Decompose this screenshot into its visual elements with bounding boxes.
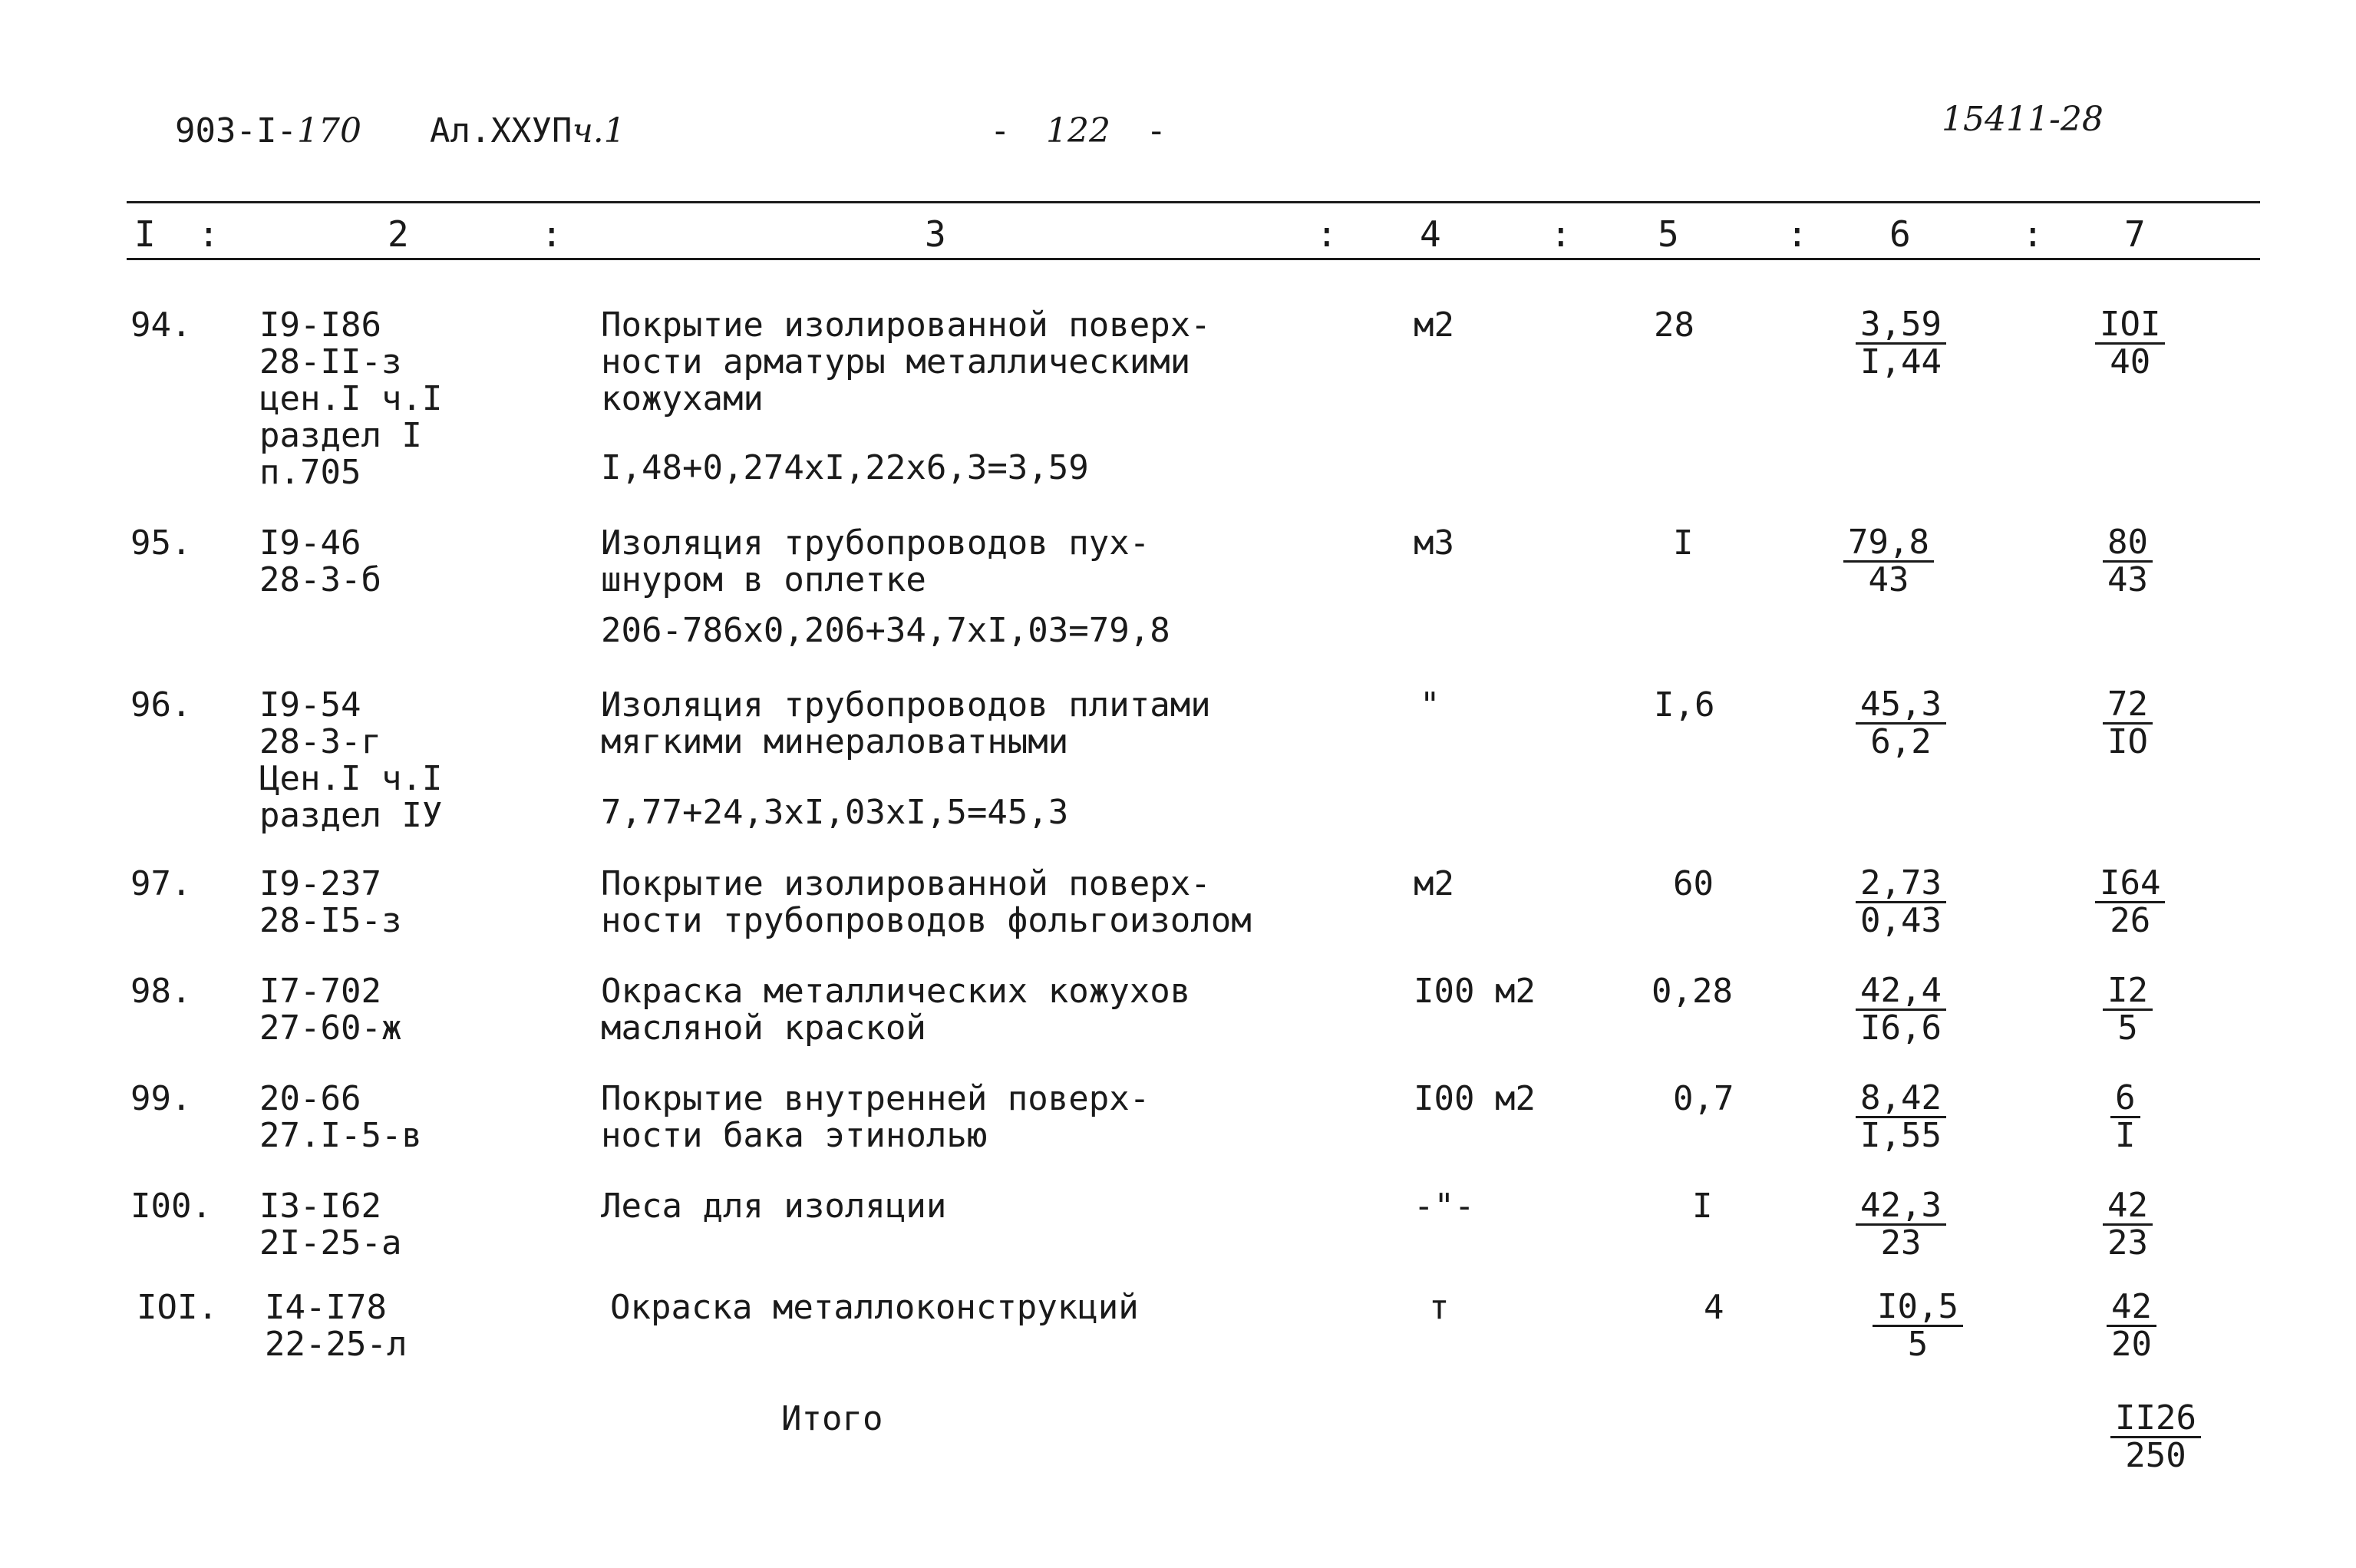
column-header-2: 2 xyxy=(388,213,409,255)
column-separator: : xyxy=(1550,213,1572,255)
rate-code: I9-I86 28-II-з цен.I ч.I раздел I п.705 xyxy=(259,305,443,492)
total-cost: $\frac{42}{23}$ xyxy=(2103,1188,2153,1261)
work-description: Изоляция трубопроводов пух- шнуром в оплетке xyxy=(601,523,1150,599)
unit: I00 м2 xyxy=(1414,972,1536,1011)
total-cost: $\frac{I2}{5}$ xyxy=(2103,973,2153,1046)
calculation-formula: 206-786x0,206+34,7xI,03=79,8 xyxy=(601,611,1170,650)
unit: м2 xyxy=(1414,864,1454,903)
unit-price: $\frac{45,3}{6,2}$ xyxy=(1856,687,1946,760)
column-header-3: 3 xyxy=(925,213,946,255)
document-code-typed: 903-I- xyxy=(175,111,297,150)
column-header-4: 4 xyxy=(1420,213,1441,255)
unit: -"- xyxy=(1414,1187,1475,1226)
row-number: I00. xyxy=(130,1187,212,1226)
document-code-handwritten: 170 xyxy=(296,111,361,150)
total-cost: IOI 40 xyxy=(2095,307,2165,380)
column-separator: : xyxy=(198,213,219,255)
quantity: I xyxy=(1692,1187,1713,1226)
row-number: 99. xyxy=(130,1079,192,1118)
unit-price: $\frac{8,42}{I,55}$ xyxy=(1856,1081,1946,1154)
row-number: 96. xyxy=(130,685,192,725)
total-cost: $\frac{I64}{26}$ xyxy=(2095,866,2165,939)
rate-code: I7-702 27-60-ж xyxy=(259,972,402,1048)
column-header-5: 5 xyxy=(1658,213,1679,255)
quantity: I,6 xyxy=(1654,685,1715,725)
column-header-7: 7 xyxy=(2124,213,2146,255)
rate-code: I9-237 28-I5-з xyxy=(259,864,402,940)
column-separator: : xyxy=(1316,213,1338,255)
table-top-rule xyxy=(127,201,2260,203)
table-header-rule xyxy=(127,258,2260,260)
column-separator: : xyxy=(2022,213,2044,255)
rate-code: I3-I62 2I-25-а xyxy=(259,1187,402,1263)
album-label xyxy=(430,111,625,150)
total-cost: $\frac{80}{43}$ xyxy=(2103,525,2153,598)
row-number: 95. xyxy=(130,523,192,563)
album-label-handwritten: ч.1 xyxy=(572,111,625,150)
unit: м3 xyxy=(1414,523,1454,563)
unit-price: $\frac{79,8}{43}$ xyxy=(1843,525,1934,598)
quantity: 4 xyxy=(1704,1288,1724,1327)
quantity: 60 xyxy=(1673,864,1714,903)
work-description: Покрытие внутренней поверх- ности бака этинолью xyxy=(601,1079,1150,1155)
column-header-1: I xyxy=(134,213,156,255)
work-description: Леса для изоляции xyxy=(601,1187,947,1226)
document-code xyxy=(175,111,361,150)
unit: м2 xyxy=(1414,305,1454,345)
quantity: I xyxy=(1673,523,1694,563)
unit-price: $\frac{I0,5}{5}$ xyxy=(1873,1289,1963,1362)
total-cost: $\frac{72}{IO}$ xyxy=(2103,687,2153,760)
work-description: Покрытие изолированной поверх- ности трубопроводов фольгоизолом xyxy=(601,864,1252,940)
column-header-6: 6 xyxy=(1889,213,1911,255)
calculation-formula: 7,77+24,3xI,03xI,5=45,3 xyxy=(601,793,1069,832)
unit-price: $\frac{42,4}{I6,6}$ xyxy=(1856,973,1946,1046)
total-cost: $\frac{42}{20}$ xyxy=(2107,1289,2156,1362)
unit: " xyxy=(1420,685,1440,725)
total-value: $\frac{II26}{250}$ xyxy=(2110,1401,2201,1474)
unit: I00 м2 xyxy=(1414,1079,1536,1118)
album-label-typed: Ал.ХХУП xyxy=(430,111,573,150)
column-separator: : xyxy=(541,213,563,255)
total-label: Итого xyxy=(781,1399,883,1438)
row-number: 94. xyxy=(130,305,192,345)
row-number: IOI. xyxy=(137,1288,218,1327)
total-cost: $\frac{6}{I}$ xyxy=(2110,1081,2140,1154)
unit-price: $\frac{42,3}{23}$ xyxy=(1856,1188,1946,1261)
quantity: 0,28 xyxy=(1652,972,1733,1011)
row-number: 97. xyxy=(130,864,192,903)
quantity: 28 xyxy=(1654,305,1694,345)
row-number: 98. xyxy=(130,972,192,1011)
rate-code: I9-54 28-3-г Цен.I ч.I раздел IУ xyxy=(259,685,443,835)
rate-code: I4-I78 22-25-л xyxy=(265,1288,408,1364)
unit-price: $\frac{3,59}{I,44}$ xyxy=(1856,307,1946,380)
work-description: Изоляция трубопроводов плитами мягкими минераловатными xyxy=(601,685,1211,761)
rate-code: 20-66 27.I-5-в xyxy=(259,1079,422,1155)
work-description: Окраска металлических кожухов масляной краской xyxy=(601,972,1191,1048)
archive-number: 15411-28 xyxy=(1942,100,2104,139)
quantity: 0,7 xyxy=(1673,1079,1734,1118)
work-description: Окраска металлоконструкций xyxy=(610,1288,1139,1327)
work-description: Покрытие изолированной поверх- ности арматуры металлическими кожухами xyxy=(601,305,1211,418)
rate-code: I9-46 28-3-б xyxy=(259,523,381,599)
page-number: - 122 - xyxy=(990,111,1166,150)
column-separator: : xyxy=(1787,213,1808,255)
unit-price: $\frac{2,73}{0,43}$ xyxy=(1856,866,1946,939)
unit: т xyxy=(1429,1288,1450,1327)
calculation-formula: I,48+0,274xI,22x6,3=3,59 xyxy=(601,448,1089,487)
